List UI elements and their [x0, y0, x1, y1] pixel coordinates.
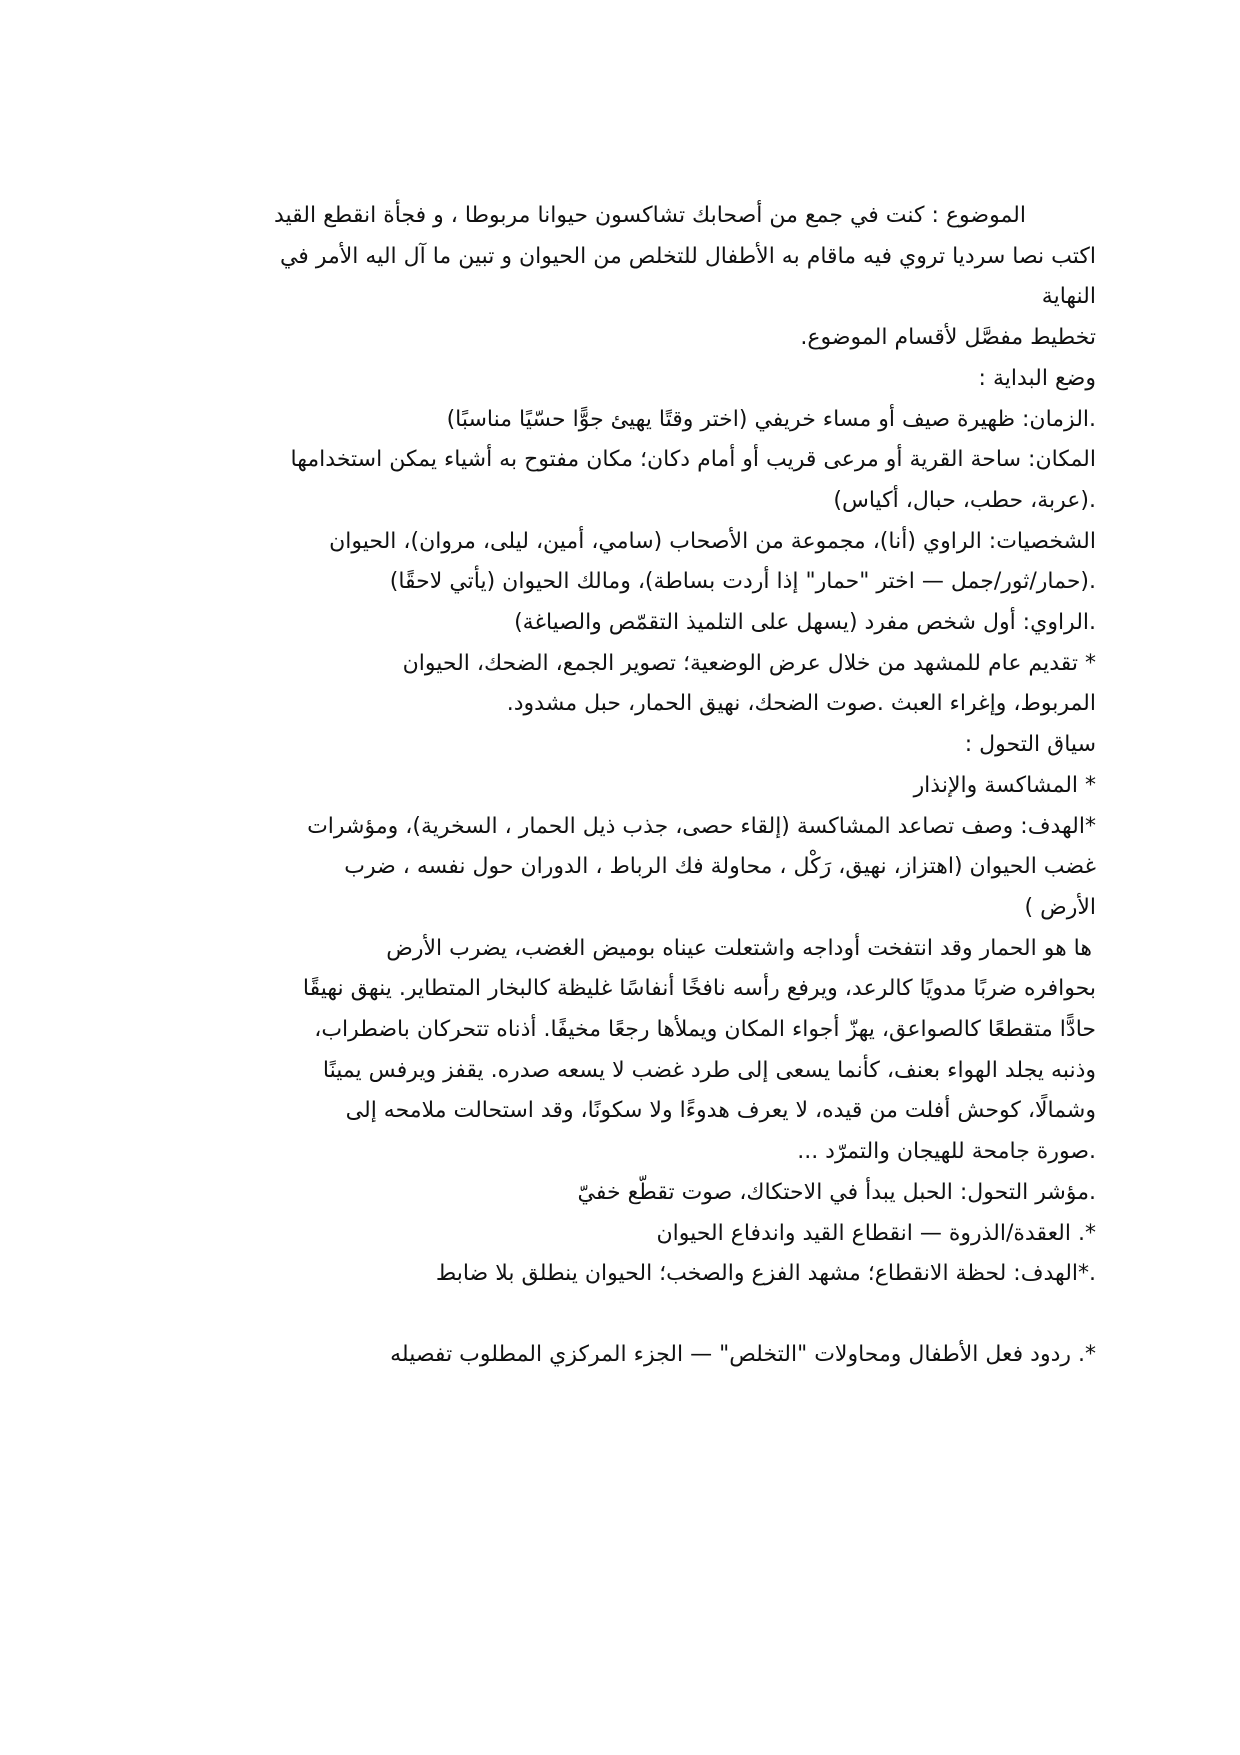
- opening-line: .(عربة، حطب، حبال، أكياس): [833, 487, 1096, 513]
- topic-line: النهاية: [1041, 284, 1096, 310]
- opening-line: المربوط، وإغراء العبث .صوت الضحك، نهيق الحمار، حبل مشدود.: [506, 691, 1096, 717]
- transformation-line: * المشاكسة والإنذار: [913, 772, 1096, 798]
- narrative-line: ها هو الحمار وقد انتفخت أوداجه واشتعلت عيناه بوميض الغضب، يضرب الأرض: [386, 935, 1092, 961]
- opening-line: المكان: ساحة القرية أو مرعى قريب أو أمام دكان؛ مكان مفتوح به أشياء يمكن استخدامها: [290, 447, 1096, 473]
- topic-line: اكتب نصا سرديا تروي فيه ماقام به الأطفال للتخلص من الحيوان و تبين ما آل اليه الأمر في: [279, 243, 1096, 269]
- transformation-line: *الهدف: وصف تصاعد المشاكسة (إلقاء حصى، جذب ذيل الحمار ، السخرية)، ومؤشرات: [307, 813, 1096, 839]
- climax-line: .*الهدف: لحظة الانقطاع؛ مشهد الفزع والصخب؛ الحيوان ينطلق بلا ضابط: [435, 1261, 1096, 1287]
- section-heading: وضع البداية :: [978, 365, 1096, 391]
- transformation-section: [150, 725, 1096, 929]
- opening-line: الشخصيات: الراوي (أنا)، مجموعة من الأصحاب (سامي، أمين، ليلى، مروان)، الحيوان: [329, 528, 1096, 554]
- document-page: [150, 196, 1096, 1376]
- final-line: *. ردود فعل الأطفال ومحاولات "التخلص" — الجزء المركزي المطلوب تفصيله: [390, 1341, 1096, 1367]
- plan-title: تخطيط مفصَّل لأقسام الموضوع.: [800, 325, 1096, 351]
- opening-line: .(حمار/ثور/جمل — اختر "حمار" إذا أردت بساطة)، ومالك الحيوان (يأتي لاحقًا): [389, 569, 1096, 595]
- narrative-paragraph: [150, 929, 1096, 1173]
- opening-line: .الراوي: أول شخص مفرد (يسهل على التلميذ التقمّص والصياغة): [514, 610, 1096, 636]
- blank-gap: [150, 1295, 1096, 1335]
- narrative-line: وذنبه يجلد الهواء بعنف، كأنما يسعى إلى طرد غضب لا يسعه صدره. يقفز ويرفس يمينًا: [322, 1057, 1096, 1083]
- climax-line: *. العقدة/الذروة — انقطاع القيد واندفاع الحيوان: [656, 1220, 1096, 1246]
- topic-section: [150, 196, 1096, 318]
- narrative-line: حادًّا متقطعًا كالصواعق، يهزّ أجواء المكان ويملأها رجعًا مخيفًا. أذناه تتحركان باضطراب،: [314, 1017, 1096, 1043]
- narrative-line: بحوافره ضربًا مدويًا كالرعد، ويرفع رأسه نافخًا أنفاسًا غليظة كالبخار المتطاير. ينهق نهيقًا: [302, 976, 1096, 1002]
- opening-line: * تقديم عام للمشهد من خلال عرض الوضعية؛ تصوير الجمع، الضحك، الحيوان: [402, 650, 1096, 676]
- climax-section: [150, 1173, 1096, 1295]
- section-heading: سياق التحول :: [964, 732, 1096, 758]
- climax-line: .مؤشر التحول: الحبل يبدأ في الاحتكاك، صوت تقطّع خفيّ: [577, 1179, 1096, 1205]
- narrative-line: .صورة جامحة للهيجان والتمرّد ...: [797, 1139, 1096, 1165]
- narrative-line: وشمالًا، كوحش أفلت من قيده، لا يعرف هدوءًا ولا سكونًا، وقد استحالت ملامحه إلى: [345, 1098, 1096, 1124]
- opening-section: [150, 359, 1096, 725]
- transformation-line: غضب الحيوان (اهتزاز، نهيق، رَكْل ، محاولة فك الرباط ، الدوران حول نفسه ، ضرب: [344, 854, 1096, 880]
- opening-line: .الزمان: ظهيرة صيف أو مساء خريفي (اختر وقتًا يهيئ جوًّا حسّيًا مناسبًا): [446, 406, 1096, 432]
- transformation-line: الأرض ): [1024, 894, 1096, 920]
- topic-line: الموضوع : كنت في جمع من أصحابك تشاكسون حيوانا مربوطا ، و فجأة انقطع القيد: [273, 203, 1026, 228]
